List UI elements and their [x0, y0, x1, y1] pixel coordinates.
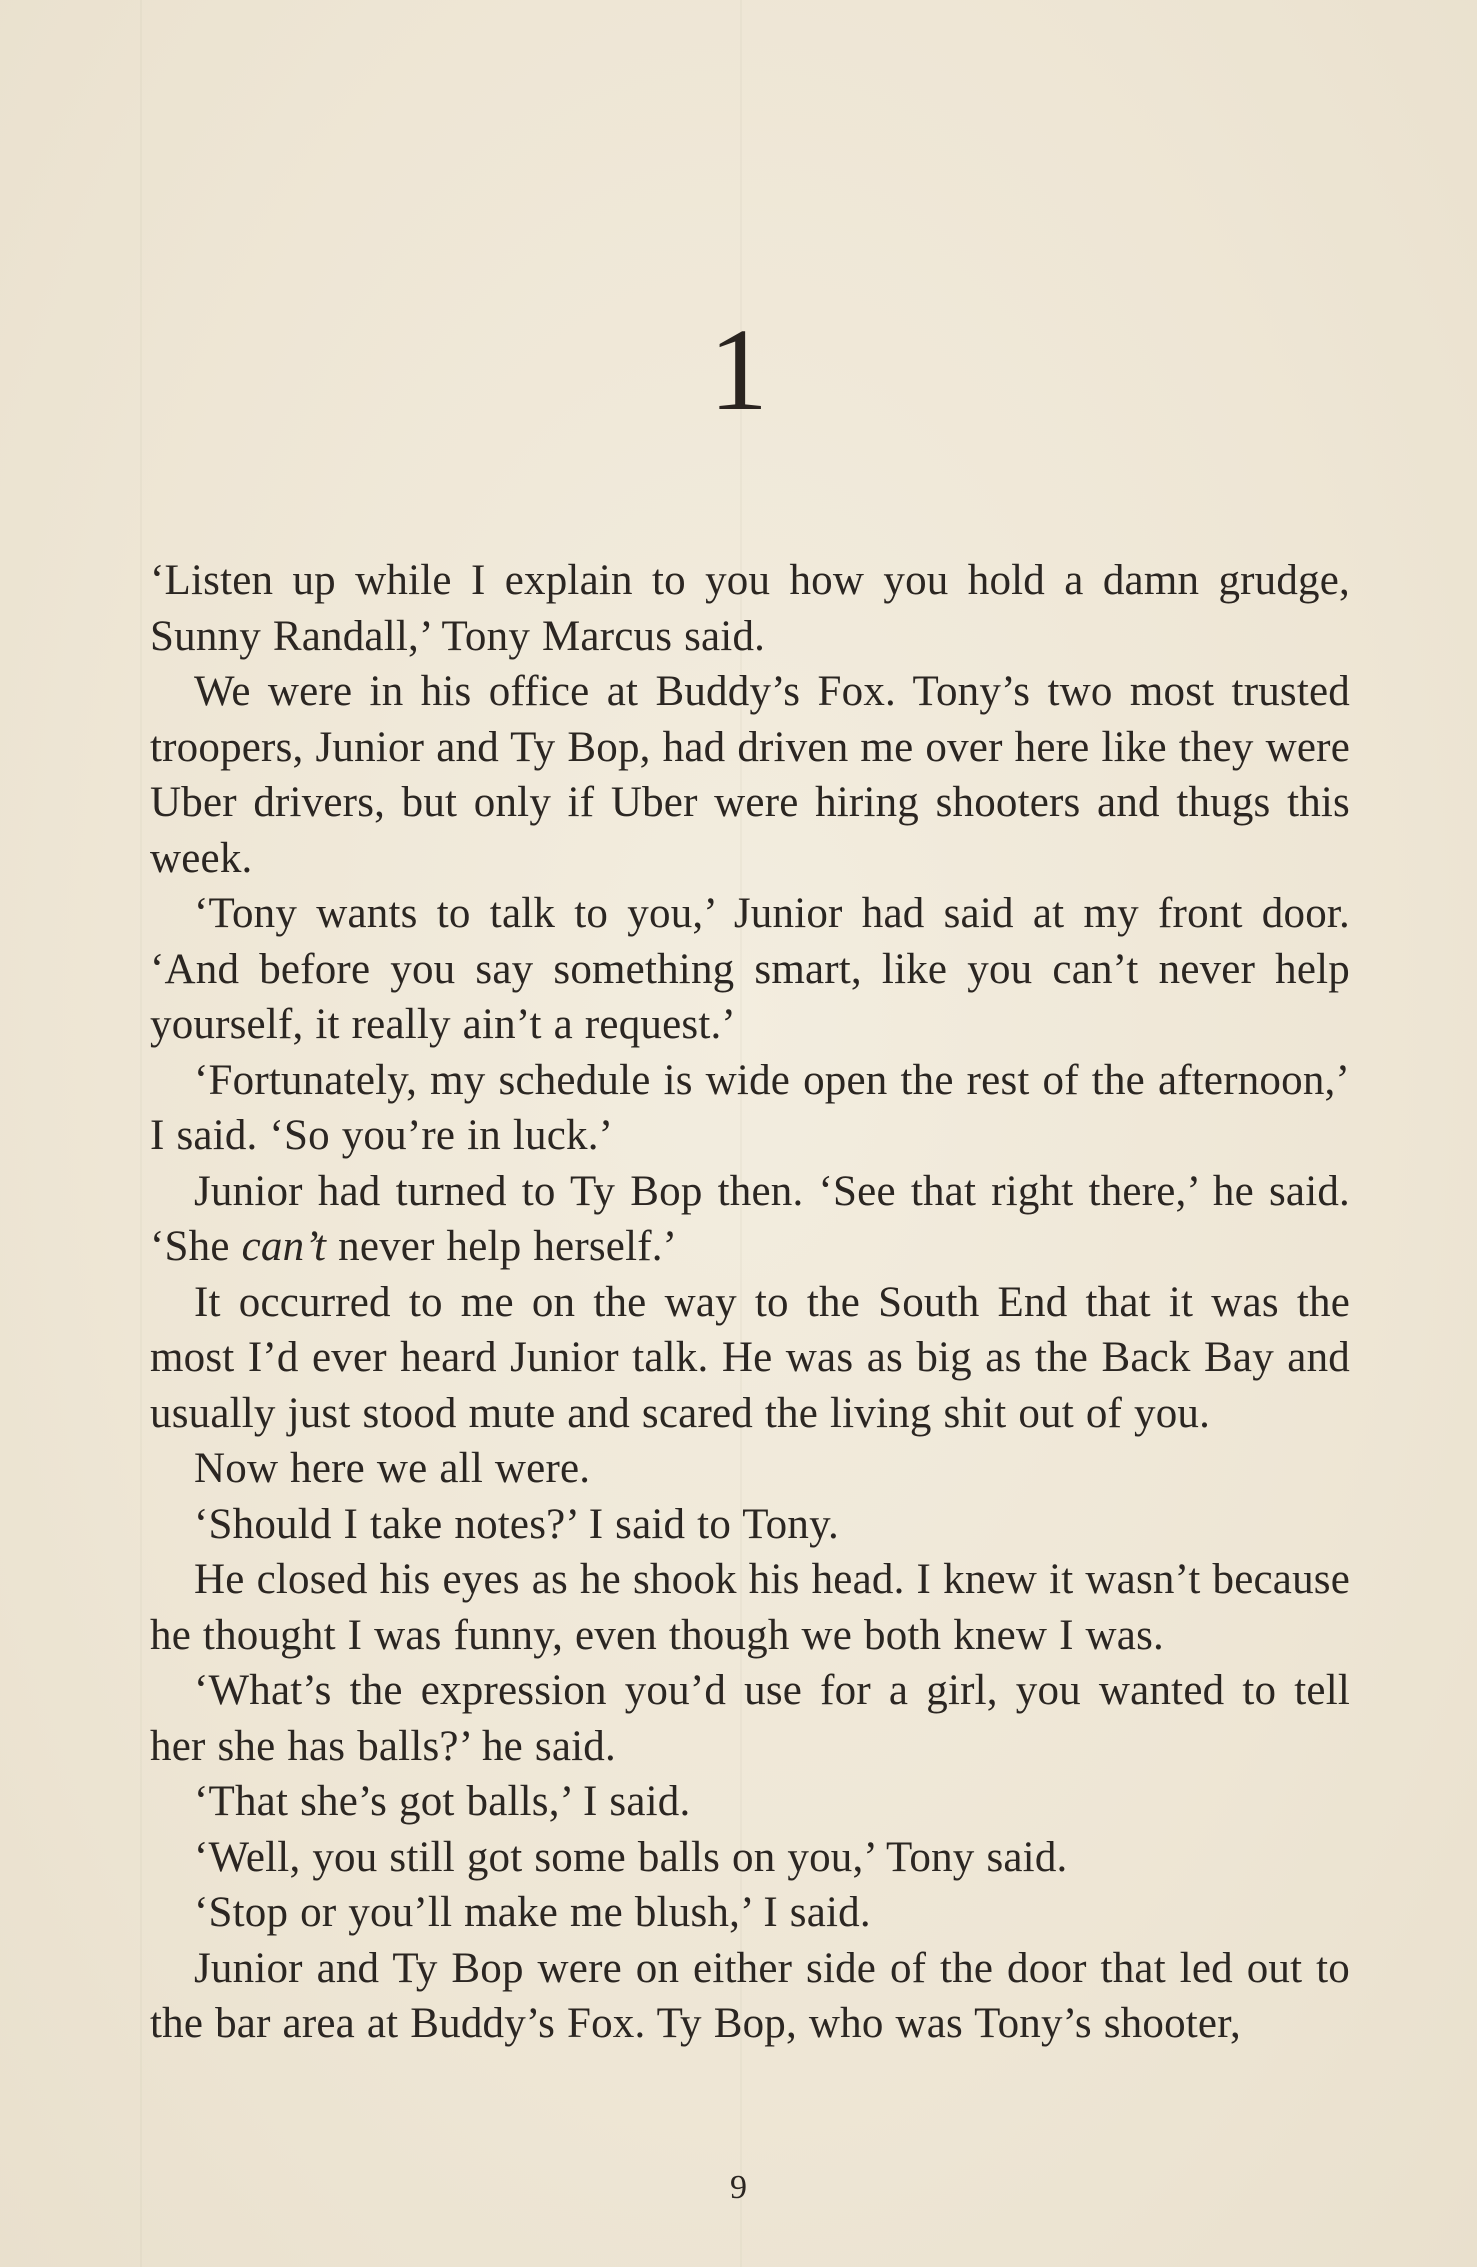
paragraph: Junior and Ty Bop were on either side of the door that led out to the bar area at Buddy’s Fox. Ty Bop, who was Tony’s shooter, [150, 1944, 1350, 2047]
paragraph: ‘Should I take notes?’ I said to Tony. [194, 1500, 839, 1548]
paragraph: Now here we all were. [194, 1445, 591, 1492]
paragraph: He closed his eyes as he shook his head. I knew it wasn’t because he thought I was funny, even though we both knew I was. [150, 1556, 1350, 1659]
paragraph: ‘What’s the expression you’d use for a girl, you wanted to tell her she has balls?’ he said. [150, 1667, 1350, 1770]
body-text [150, 553, 1350, 2052]
paragraph: We were in his office at Buddy’s Fox. Tony’s two most trusted troopers, Junior and Ty Bop, had driven me over here like they were Uber drivers, but only if Uber were hiring shooters and thugs this week. [150, 668, 1350, 882]
paragraph: ‘Fortunately, my schedule is wide open the rest of the afternoon,’ I said. ‘So you’re in luck.’ [150, 1056, 1350, 1159]
emphasis-text: can’t [241, 1223, 327, 1270]
paragraph-text: Junior had turned to Ty Bop then. ‘See that right there,’ he said. ‘She [150, 1167, 1350, 1270]
paragraph: It occurred to me on the way to the South End that it was the most I’d ever heard Junior talk. He was as big as the Back Bay and usually just stood mute and scared the living shit out of you. [150, 1278, 1350, 1437]
paragraph: ‘That she’s got balls,’ I said. [194, 1778, 691, 1825]
paragraph [150, 1164, 1350, 1275]
paragraph: ‘Listen up while I explain to you how you hold a damn grudge, Sunny Randall,’ Tony Marcus said. [150, 557, 1350, 660]
paragraph: ‘Stop or you’ll make me blush,’ I said. [194, 1889, 871, 1936]
paragraph-text: never help herself.’ [326, 1223, 678, 1270]
chapter-number: 1 [709, 304, 768, 435]
paragraph: ‘Well, you still got some balls on you,’ Tony said. [194, 1833, 1068, 1881]
paragraph: ‘Tony wants to talk to you,’ Junior had said at my front door. ‘And before you say something smart, like you can’t never help yourself, it really ain’t a request.’ [150, 890, 1350, 1048]
page-number: 9 [730, 2169, 747, 2206]
